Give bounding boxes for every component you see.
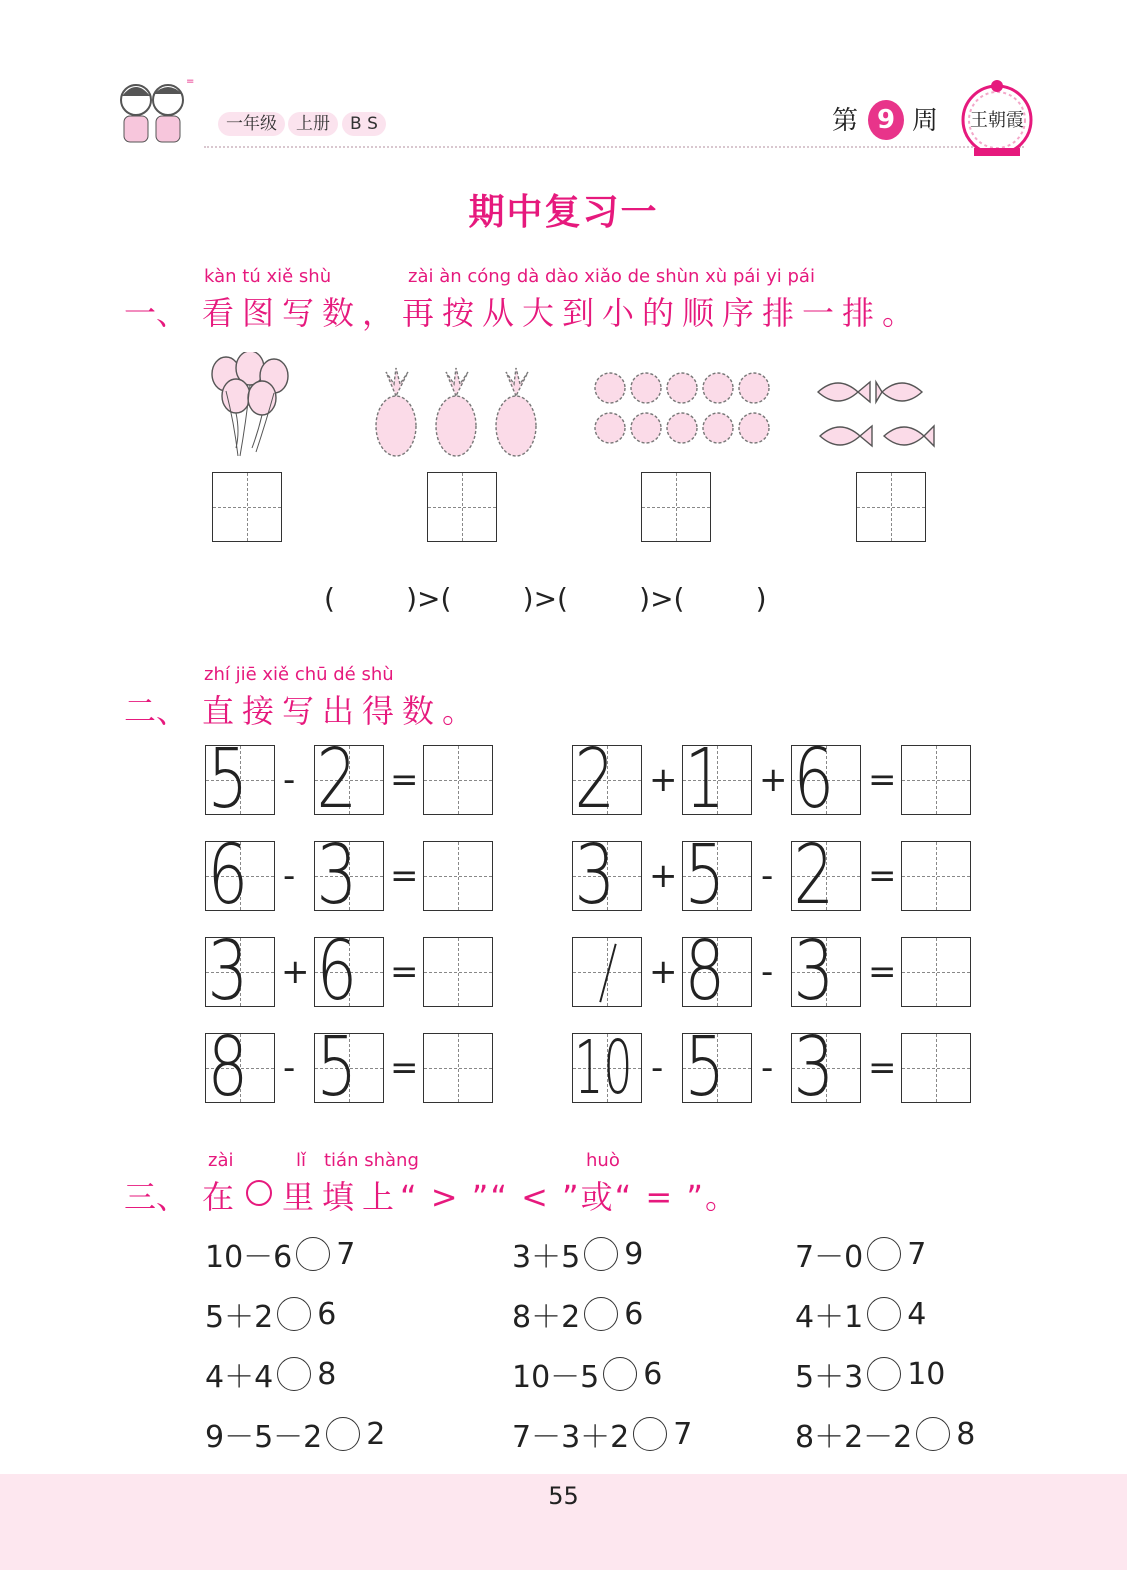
pineapple-icon	[372, 366, 542, 460]
operator: -	[651, 1048, 664, 1088]
comparison-expression: 5＋2	[205, 1300, 274, 1335]
comparison-expression: 7－0	[795, 1240, 864, 1275]
operand-digit: 5	[207, 732, 249, 827]
equals-sign: =	[868, 1048, 897, 1088]
equation-operand-box	[572, 937, 642, 1007]
equation-operand-box	[314, 828, 384, 923]
operand-digit: 10	[574, 1025, 633, 1111]
equation-operand-box	[314, 924, 384, 1019]
operator: -	[761, 856, 774, 896]
answer-box-balloons[interactable]	[212, 472, 282, 542]
comparison-item	[795, 1232, 926, 1276]
equation-answer-box[interactable]	[901, 1033, 971, 1103]
comparison-value: 10	[907, 1356, 946, 1392]
comparison-value: 7	[673, 1416, 693, 1452]
kids-illustration	[108, 70, 204, 154]
comparison-circle[interactable]	[584, 1297, 618, 1331]
equals-sign: =	[868, 760, 897, 800]
comparison-circle[interactable]	[867, 1297, 901, 1331]
header-divider	[204, 146, 1024, 148]
fish-icon	[812, 370, 936, 460]
section3-pinyin-d: huò	[586, 1150, 620, 1171]
week-prefix: 第	[832, 106, 859, 136]
author-seal	[958, 78, 1036, 160]
comparison-expression: 5＋3	[795, 1360, 864, 1395]
comparison-value: 8	[956, 1416, 976, 1452]
equation-operand-box	[572, 1025, 642, 1111]
operator: -	[761, 952, 774, 992]
equation-operand-box	[682, 732, 752, 827]
operator: -	[283, 760, 296, 800]
operator: -	[761, 1048, 774, 1088]
answer-box-pineapples[interactable]	[427, 472, 497, 542]
operand-digit: 6	[316, 924, 358, 1019]
section3-pinyin-b: lǐ	[296, 1150, 307, 1171]
operand-digit: 5	[684, 828, 726, 923]
comparison-expression: 7－3＋2	[512, 1420, 630, 1455]
equals-sign: =	[868, 856, 897, 896]
comparison-expression: 10－5	[512, 1360, 600, 1395]
balloon-cluster-icon	[206, 352, 296, 460]
comparison-value: 6	[643, 1356, 663, 1392]
section3-number: 三、	[124, 1178, 189, 1216]
comparison-circle[interactable]	[277, 1297, 311, 1331]
section3-heading-a: 在	[202, 1178, 243, 1216]
comparison-expression: 4＋1	[795, 1300, 864, 1335]
equation-operand-box	[205, 828, 275, 923]
equation-answer-box[interactable]	[901, 745, 971, 815]
operand-digit: 3	[316, 828, 358, 923]
comparison-value: 7	[907, 1236, 927, 1272]
comparison-expression: 10－6	[205, 1240, 293, 1275]
comparison-circle[interactable]	[584, 1237, 618, 1271]
equation-operand-box	[205, 1020, 275, 1115]
operand-digit: 3	[793, 1020, 835, 1115]
operand-digit	[573, 938, 641, 1006]
equation-operand-box	[205, 732, 275, 827]
digit-one-icon	[573, 937, 641, 1007]
comparison-item	[512, 1292, 643, 1336]
equation-operand-box	[791, 732, 861, 827]
operand-digit: 3	[207, 924, 249, 1019]
comparison-expression: 8＋2－2	[795, 1420, 913, 1455]
equation-answer-box[interactable]	[423, 937, 493, 1007]
seal-text: 王朝霞	[970, 110, 1024, 131]
answer-box-peaches[interactable]	[641, 472, 711, 542]
section1-heading: 看图写数，再按从大到小的顺序排一排。	[202, 294, 923, 332]
equation-operand-box	[791, 924, 861, 1019]
comparison-value: 8	[317, 1356, 337, 1392]
section3-heading-b: 里填上	[282, 1178, 403, 1216]
comparison-item	[512, 1352, 662, 1396]
comparison-value: 2	[366, 1416, 386, 1452]
equation-answer-box[interactable]	[423, 745, 493, 815]
operator: +	[759, 760, 788, 800]
edition-pill: B S	[342, 112, 386, 136]
comparison-circle[interactable]	[633, 1417, 667, 1451]
comparison-circle[interactable]	[867, 1357, 901, 1391]
page-number: 55	[548, 1482, 579, 1510]
operand-digit: 3	[793, 924, 835, 1019]
equation-answer-box[interactable]	[901, 937, 971, 1007]
operator: +	[649, 952, 678, 992]
operand-digit: 2	[574, 732, 616, 827]
section1-pinyin-a: kàn tú xiě shù	[204, 266, 332, 287]
section2-heading: 直接写出得数。	[202, 692, 483, 730]
comparison-expression: 9－5－2	[205, 1420, 323, 1455]
operator: -	[283, 1048, 296, 1088]
operand-digit: 8	[207, 1020, 249, 1115]
equals-sign: =	[868, 952, 897, 992]
answer-box-fish[interactable]	[856, 472, 926, 542]
section3-heading-c: “ > ”“ < ”或“ = ”。	[400, 1178, 739, 1216]
comparison-item	[205, 1412, 385, 1456]
comparison-item	[795, 1412, 975, 1456]
equation-operand-box	[572, 828, 642, 923]
comparison-expression: 8＋2	[512, 1300, 581, 1335]
comparison-expression: 4＋4	[205, 1360, 274, 1395]
comparison-item	[795, 1352, 945, 1396]
operand-digit: 2	[793, 828, 835, 923]
operand-digit: 8	[684, 924, 726, 1019]
operand-digit: 1	[684, 732, 726, 827]
operand-digit: 5	[316, 1020, 358, 1115]
section3-pinyin-a: zài	[208, 1150, 234, 1171]
comparison-value: 9	[624, 1236, 644, 1272]
comparison-circle[interactable]	[603, 1357, 637, 1391]
section2-number: 二、	[124, 692, 189, 730]
comparison-circle[interactable]	[916, 1417, 950, 1451]
order-sequence-row[interactable]: ( )>( )>( )>( )	[324, 582, 767, 615]
operator: +	[281, 952, 310, 992]
section1-pinyin-b: zài àn cóng dà dào xiǎo de shùn xù pái yi pái	[408, 266, 815, 287]
equals-sign: =	[390, 1048, 419, 1088]
comparison-item	[205, 1352, 336, 1396]
comparison-item	[205, 1292, 336, 1336]
operator: +	[649, 760, 678, 800]
week-suffix: 周	[912, 106, 939, 136]
equation-operand-box	[682, 828, 752, 923]
grade-pill: 一年级	[218, 112, 285, 136]
equation-operand-box	[314, 1020, 384, 1115]
section3-pinyin-c: tián shàng	[324, 1150, 419, 1171]
equals-sign: =	[390, 760, 419, 800]
comparison-value: 6	[624, 1296, 644, 1332]
operand-digit: 6	[793, 732, 835, 827]
page-title: 期中复习一	[468, 192, 659, 233]
operand-digit: 6	[207, 828, 249, 923]
equation-answer-box[interactable]	[423, 1033, 493, 1103]
comparison-value: 6	[317, 1296, 337, 1332]
comparison-item	[205, 1232, 355, 1276]
svg-text:=: =	[186, 76, 195, 87]
section2-pinyin: zhí jiē xiě chū dé shù	[204, 664, 394, 685]
section1-number: 一、	[124, 294, 189, 332]
comparison-value: 7	[336, 1236, 356, 1272]
comparison-circle[interactable]	[277, 1357, 311, 1391]
operator: +	[649, 856, 678, 896]
equation-operand-box	[572, 732, 642, 827]
circle-symbol-icon	[246, 1180, 272, 1206]
comparison-item	[512, 1412, 692, 1456]
week-number-badge: 9	[868, 100, 904, 140]
operand-digit: 2	[316, 732, 358, 827]
operand-digit: 5	[684, 1020, 726, 1115]
comparison-circle[interactable]	[326, 1417, 360, 1451]
equation-operand-box	[682, 1020, 752, 1115]
operand-digit: 3	[574, 828, 616, 923]
equation-operand-box	[682, 924, 752, 1019]
comparison-item	[795, 1292, 926, 1336]
comparison-expression: 3＋5	[512, 1240, 581, 1275]
comparison-item	[512, 1232, 643, 1276]
equation-operand-box	[791, 1020, 861, 1115]
equation-operand-box	[791, 828, 861, 923]
equation-operand-box	[314, 732, 384, 827]
equals-sign: =	[390, 856, 419, 896]
comparison-circle[interactable]	[867, 1237, 901, 1271]
operator: -	[283, 856, 296, 896]
comparison-circle[interactable]	[296, 1237, 330, 1271]
equation-operand-box	[205, 924, 275, 1019]
volume-pill: 上册	[288, 112, 338, 136]
equation-answer-box[interactable]	[901, 841, 971, 911]
equals-sign: =	[390, 952, 419, 992]
comparison-value: 4	[907, 1296, 927, 1332]
equation-answer-box[interactable]	[423, 841, 493, 911]
peach-icon	[586, 368, 776, 450]
